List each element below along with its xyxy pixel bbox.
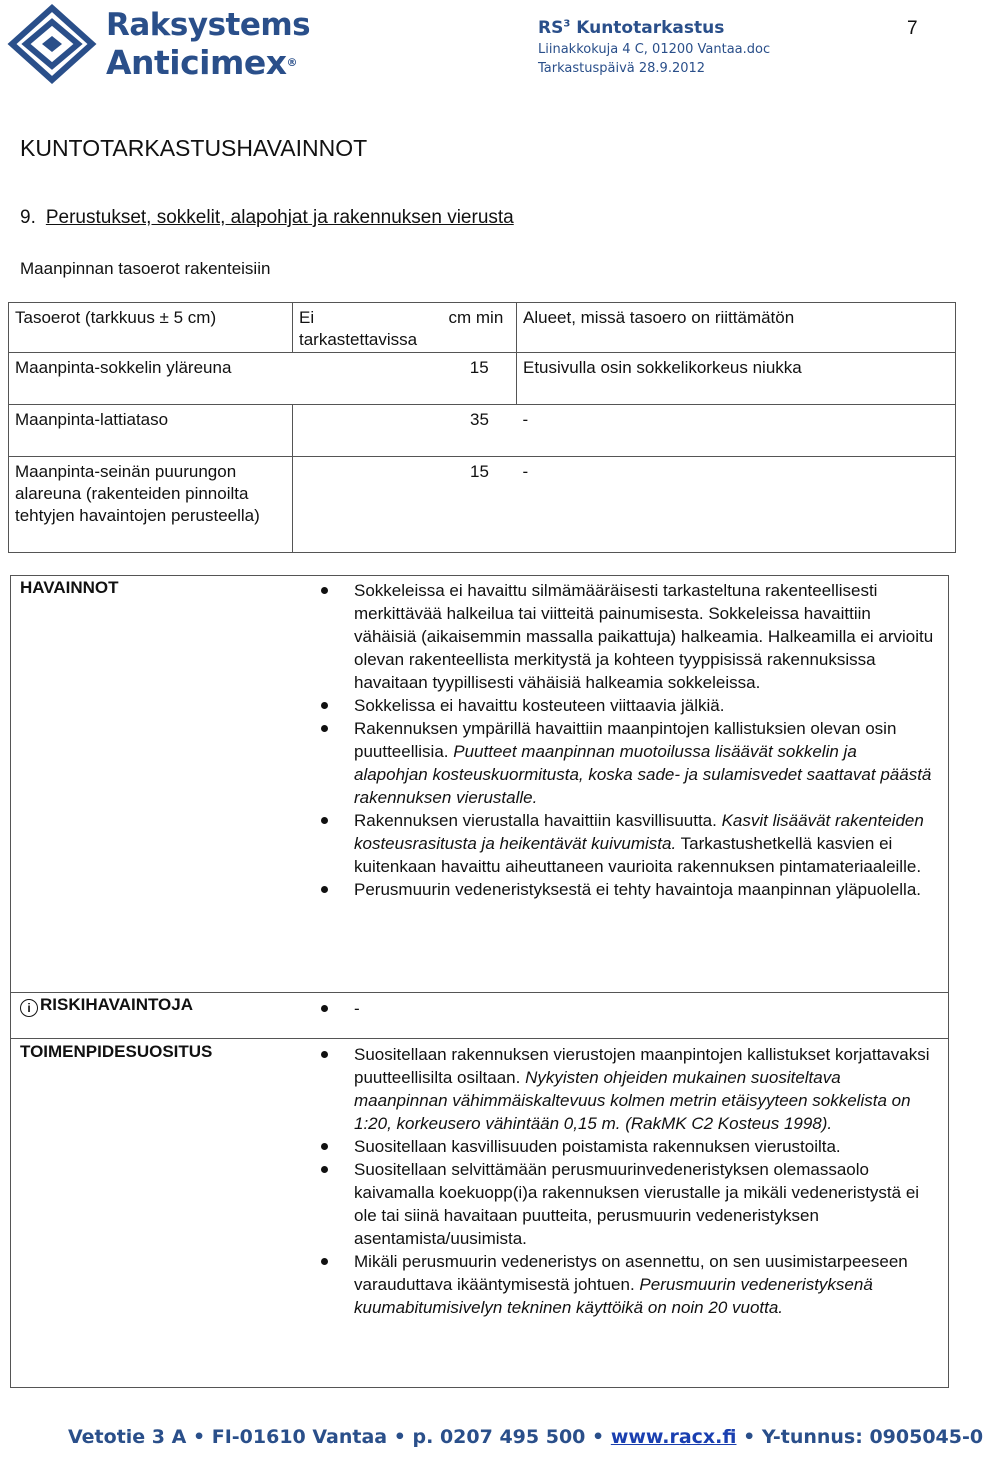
page-footer [68,1426,983,1448]
logo-wordmark [106,6,310,82]
header-cell: cm min [443,303,517,353]
bullet-icon [321,1258,328,1265]
info-icon: i [20,999,38,1017]
observations-label: HAVAINNOT [20,578,119,597]
company-logo [4,4,314,84]
header-cell: Alueet, missä tasoero on riittämätön [517,303,956,353]
table-row [9,353,956,405]
risks-label: i RISKIHAVAINTOJA [20,995,193,1017]
footer-separator: • [743,1426,756,1448]
row-label: Maanpinta-lattiataso [9,405,293,457]
list-item: - [354,997,934,1020]
list-item: Perusmuurin vedeneristyksestä ei tehty havaintoja maanpinnan yläpuolella. [354,878,934,901]
page-number: 7 [907,18,918,39]
list-item: Sokkeleissa ei havaittu silmämääräisesti tarkasteltuna rakenteellisesti merkittävää halkeilua tai viitteitä painumisesta. Sokkeleissa havaittiin vähäisiä (aikaisemmin massalla paikattuja) halkeamia. Halkeamilla ei arvioitu olevan rakenteellista merkitystä ja kohteen tyyppisissä rakennuksissa havaitaan tyypillisesti vähäisiä halkeamia sokkeleissa. [354,579,934,694]
list-item: Rakennuksen ympärillä havaittiin maanpintojen kallistuksien olevan osin puutteellisia. Puutteet maanpinnan muotoilussa lisäävät sokkelin ja alapohjan kosteuskuormitusta, koska sade- ja sulamisvedet saattavat päästä rakennuksen vierustalle. [354,717,934,809]
row-value: 35 [443,405,517,457]
logo-line-1: Raksystems [106,7,311,43]
footer-separator: • [592,1426,605,1448]
row-note: - [517,405,956,457]
observations-list [354,579,934,901]
bullet-icon [321,587,328,594]
bullet-icon [321,1143,328,1150]
risks-list [354,997,934,1020]
recommendations-list [354,1043,934,1319]
section-title: Perustukset, sokkelit, alapohjat ja rakennuksen vierusta [45,207,514,228]
table-row [9,405,956,457]
logo-line-2: Anticimex [106,43,287,82]
footer-business-id: Y-tunnus: 0905045-0 [761,1426,983,1448]
header-title-rest: Kuntotarkastus [570,18,725,38]
header-title [538,18,770,38]
header-date: Tarkastuspäivä 28.9.2012 [538,61,706,76]
row-empty [293,405,443,457]
bullet-icon [321,886,328,893]
row-label: Maanpinta-seinän puurungon alareuna (rakenteiden pinnoilta tehtyjen havaintojen perusteella) [9,457,293,553]
main-heading: KUNTOTARKASTUSHAVAINNOT [20,135,368,161]
recommendations-label: TOIMENPIDESUOSITUS [20,1042,213,1061]
level-difference-table [8,302,956,553]
list-item: Suositellaan selvittämään perusmuurinvedeneristyksen olemassaolo kaivamalla koekuopp(i)a rakennuksen vierustalle ja mikäli vedeneristystä ei ole tai siinä havaitaan puutteita, perusmuurin vedeneristyksen asentamista/uusimista. [354,1158,934,1250]
list-item: Rakennuksen vierustalla havaittiin kasvillisuutta. Kasvit lisäävät rakenteiden kosteusrasitusta ja heikentävät kuivumista. Tarkastushetkellä kasvien ei kuitenkaan havaittu aiheuttaneen vaurioita rakennuksen pintamateriaaleille. [354,809,934,878]
bullet-icon [321,725,328,732]
table-row [9,457,956,553]
footer-street: Vetotie 3 A [68,1426,187,1448]
row-empty [293,457,443,553]
row-note: - [517,457,956,553]
list-item: Suositellaan kasvillisuuden poistamista rakennuksen vierustoilta. [354,1135,934,1158]
header-cell: Ei tarkastettavissa [293,303,443,353]
bullet-icon [321,702,328,709]
row-label: Maanpinta-sokkelin yläreuna [9,353,293,405]
footer-separator: • [192,1426,206,1448]
logo-mark-icon [4,4,100,84]
list-item: Suositellaan rakennuksen vierustojen maanpintojen kallistukset korjattavaksi puutteellisilta osiltaan. Nykyisten ohjeiden mukainen suositeltava maanpinnan vähimmäiskaltevuus kolmen metrin etäisyyteen sokkelista on 1:20, korkeusero vähintään 0,15 m. (RakMK C2 Kosteus 1998). [354,1043,934,1135]
bullet-icon [321,1051,328,1058]
footer-separator: • [393,1426,406,1448]
header-address: Liinakkokuja 4 C, 01200 Vantaa.doc [538,42,771,57]
bullet-icon [321,1166,328,1173]
footer-postal: FI-01610 Vantaa [211,1426,388,1448]
registered-mark: ® [286,56,298,69]
row-note: Etusivulla osin sokkelikorkeus niukka [517,353,956,405]
row-value: 15 [443,457,517,553]
header-title-sup: 3 [563,18,571,30]
header-cell: Tasoerot (tarkkuus ± 5 cm) [9,303,293,353]
footer-phone: p. 0207 495 500 [412,1426,586,1448]
row-value: 15 [443,353,517,405]
header-title-rs: RS [538,18,564,38]
bullet-icon [321,817,328,824]
row-empty [293,353,443,405]
document-header [538,18,770,76]
list-item: Sokkelissa ei havaittu kosteuteen viittaavia jälkiä. [354,694,934,717]
subheading: Maanpinnan tasoerot rakenteisiin [20,259,271,278]
table-header-row [9,303,956,353]
section-number: 9. [20,207,36,228]
list-item: Mikäli perusmuurin vedeneristys on asennettu, on sen uusimistarpeeseen varauduttava ikääntymisestä johtuen. Perusmuurin vedeneristyksenä kuumabitumisivelyn tekninen käyttöikä on noin 20 vuotta. [354,1250,934,1319]
footer-web-link[interactable]: www.racx.fi [610,1426,737,1448]
section-heading [20,207,514,229]
bullet-icon [321,1005,328,1012]
